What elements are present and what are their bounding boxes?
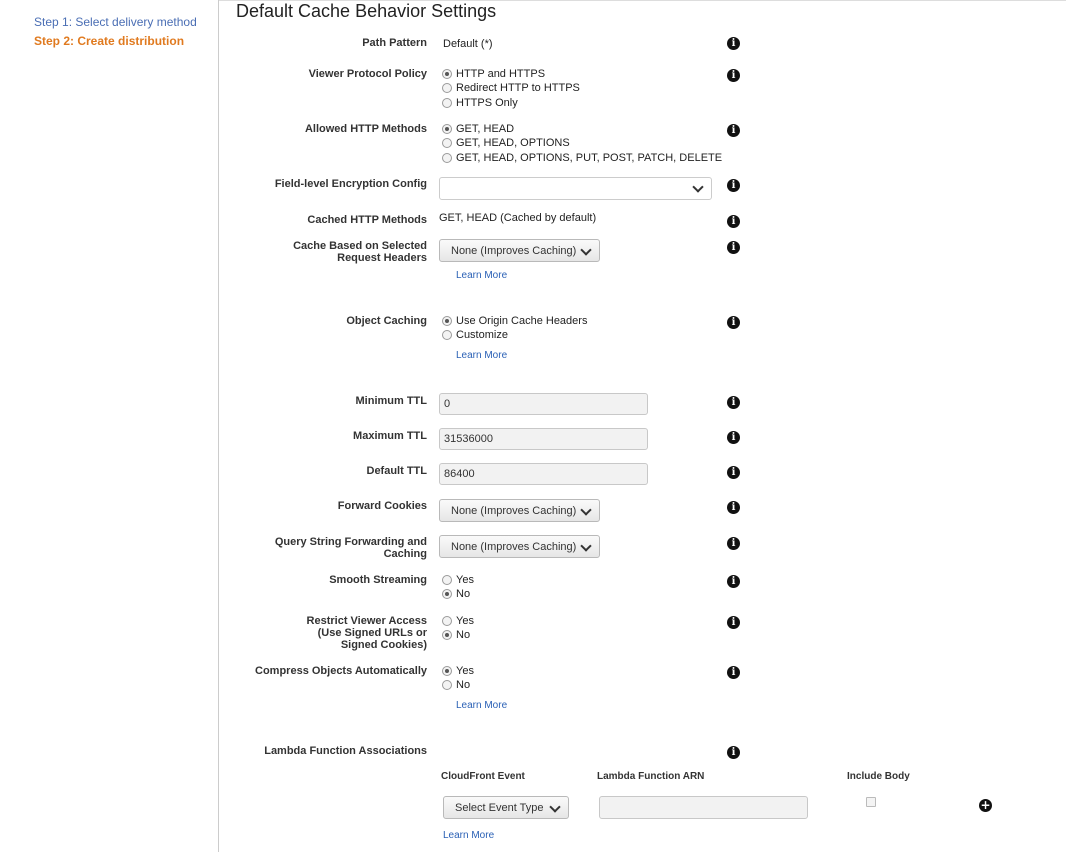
radio-icon[interactable]: [442, 680, 452, 690]
radio-option-label: Yes: [456, 615, 474, 627]
sidebar-step-1[interactable]: Step 1: Select delivery method: [34, 15, 197, 29]
radio-option[interactable]: [442, 614, 474, 628]
default-ttl-label: Default TTL: [366, 465, 427, 477]
chevron-down-icon: [549, 801, 560, 812]
object-caching-label: Object Caching: [346, 315, 427, 327]
info-icon[interactable]: i: [727, 431, 740, 444]
info-icon[interactable]: i: [727, 537, 740, 550]
event-type-value: Select Event Type: [455, 801, 544, 814]
restrict-access-label-line2: (Use Signed URLs or: [317, 627, 427, 639]
chevron-down-icon: [580, 244, 591, 255]
learn-more-link[interactable]: Learn More: [456, 350, 508, 361]
radio-option[interactable]: [442, 664, 474, 678]
radio-selected-icon[interactable]: [442, 630, 452, 640]
add-association-icon[interactable]: +: [980, 798, 991, 812]
info-icon[interactable]: i: [727, 666, 740, 679]
query-string-label: [275, 536, 427, 560]
info-icon[interactable]: i: [727, 179, 740, 192]
radio-option-label: HTTP and HTTPS: [456, 68, 546, 80]
info-icon[interactable]: i: [727, 69, 740, 82]
query-string-label-line2: Caching: [383, 548, 427, 560]
radio-option-label: GET, HEAD, OPTIONS, PUT, POST, PATCH, DELETE: [456, 152, 723, 164]
query-string-value: None (Improves Caching): [451, 540, 577, 553]
radio-option[interactable]: [442, 67, 545, 81]
radio-option[interactable]: [442, 96, 518, 110]
radio-option-label: Yes: [456, 665, 474, 677]
cache-headers-label: [293, 240, 427, 264]
info-icon[interactable]: i: [727, 746, 740, 759]
radio-option[interactable]: [442, 628, 470, 642]
min-ttl-input[interactable]: 0: [439, 393, 648, 415]
radio-icon[interactable]: [442, 153, 452, 163]
radio-option-label: No: [456, 679, 471, 691]
col-cloudfront-event: CloudFront Event: [441, 771, 525, 782]
cached-methods-label: Cached HTTP Methods: [307, 214, 427, 226]
max-ttl-label: Maximum TTL: [353, 430, 427, 442]
radio-icon[interactable]: [442, 138, 452, 148]
cache-headers-label-line1: Cache Based on Selected: [293, 240, 427, 252]
sidebar-step-2[interactable]: Step 2: Create distribution: [34, 34, 185, 48]
max-ttl-input[interactable]: 31536000: [439, 428, 648, 450]
lambda-label: Lambda Function Associations: [264, 745, 427, 757]
learn-more-link[interactable]: Learn More: [456, 700, 508, 711]
radio-option-label: GET, HEAD, OPTIONS: [456, 137, 570, 149]
info-icon[interactable]: i: [727, 466, 740, 479]
radio-icon[interactable]: [442, 83, 452, 93]
chevron-down-icon: [692, 181, 703, 192]
query-string-select[interactable]: [439, 535, 600, 558]
path-pattern-label: Path Pattern: [362, 37, 427, 49]
info-icon[interactable]: i: [727, 501, 740, 514]
radio-option-label: Redirect HTTP to HTTPS: [456, 82, 580, 94]
forward-cookies-select[interactable]: [439, 499, 600, 522]
radio-option[interactable]: [442, 328, 508, 342]
radio-option[interactable]: [442, 136, 570, 150]
path-pattern-value: Default (*): [443, 38, 493, 50]
radio-option[interactable]: [442, 678, 470, 692]
allowed-methods-label: Allowed HTTP Methods: [304, 123, 427, 135]
field-encryption-select[interactable]: [439, 177, 712, 200]
learn-more-link[interactable]: Learn More: [456, 270, 508, 281]
learn-more-link[interactable]: Learn More: [443, 830, 495, 841]
restrict-access-label: [307, 615, 427, 651]
radio-option-label: GET, HEAD: [456, 123, 515, 135]
radio-option[interactable]: [442, 573, 474, 587]
section-title: Default Cache Behavior Settings: [236, 1, 497, 21]
radio-icon[interactable]: [442, 98, 452, 108]
chevron-down-icon: [580, 540, 591, 551]
include-body-checkbox[interactable]: [866, 797, 876, 807]
col-lambda-arn: Lambda Function ARN: [597, 771, 705, 782]
default-ttl-input[interactable]: 86400: [439, 463, 648, 485]
restrict-access-label-line1: Restrict Viewer Access: [306, 615, 427, 627]
radio-selected-icon[interactable]: [442, 316, 452, 326]
cache-headers-select[interactable]: [439, 239, 600, 262]
radio-icon[interactable]: [442, 616, 452, 626]
radio-selected-icon[interactable]: [442, 124, 452, 134]
cache-headers-value: None (Improves Caching): [451, 244, 577, 257]
info-icon[interactable]: i: [727, 124, 740, 137]
info-icon[interactable]: i: [727, 616, 740, 629]
cached-methods-value: GET, HEAD (Cached by default): [439, 212, 597, 224]
radio-icon[interactable]: [442, 330, 452, 340]
radio-option[interactable]: [442, 151, 722, 165]
query-string-label-line1: Query String Forwarding and: [274, 536, 427, 548]
col-include-body: Include Body: [847, 771, 910, 782]
radio-option-label: Use Origin Cache Headers: [456, 315, 588, 327]
info-icon[interactable]: i: [727, 316, 740, 329]
radio-option-label: No: [456, 629, 471, 641]
field-encryption-label: Field-level Encryption Config: [274, 178, 427, 190]
sidebar-divider: [218, 0, 219, 852]
smooth-streaming-label: Smooth Streaming: [329, 574, 427, 586]
radio-selected-icon[interactable]: [442, 69, 452, 79]
radio-selected-icon[interactable]: [442, 589, 452, 599]
cache-headers-label-line2: Request Headers: [337, 252, 427, 264]
radio-option[interactable]: [442, 81, 580, 95]
compress-label: Compress Objects Automatically: [255, 665, 427, 677]
info-icon[interactable]: i: [727, 241, 740, 254]
radio-selected-icon[interactable]: [442, 666, 452, 676]
chevron-down-icon: [580, 504, 591, 515]
info-icon[interactable]: i: [727, 215, 740, 228]
radio-option-label: HTTPS Only: [456, 97, 518, 109]
info-icon[interactable]: i: [727, 37, 740, 50]
info-icon[interactable]: i: [727, 575, 740, 588]
radio-option-label: No: [456, 588, 471, 600]
radio-option[interactable]: [442, 122, 514, 136]
radio-icon[interactable]: [442, 575, 452, 585]
forward-cookies-label: Forward Cookies: [337, 500, 427, 512]
radio-option-label: Yes: [456, 574, 474, 586]
min-ttl-label: Minimum TTL: [355, 395, 427, 407]
info-icon[interactable]: i: [727, 396, 740, 409]
lambda-arn-input[interactable]: [599, 796, 808, 819]
restrict-access-label-line3: Signed Cookies): [340, 639, 427, 651]
radio-option-label: Customize: [456, 329, 508, 341]
event-type-select[interactable]: [443, 796, 569, 819]
forward-cookies-value: None (Improves Caching): [451, 504, 577, 517]
radio-option[interactable]: [442, 587, 470, 601]
viewer-protocol-label: Viewer Protocol Policy: [308, 68, 427, 80]
radio-option[interactable]: [442, 314, 587, 328]
